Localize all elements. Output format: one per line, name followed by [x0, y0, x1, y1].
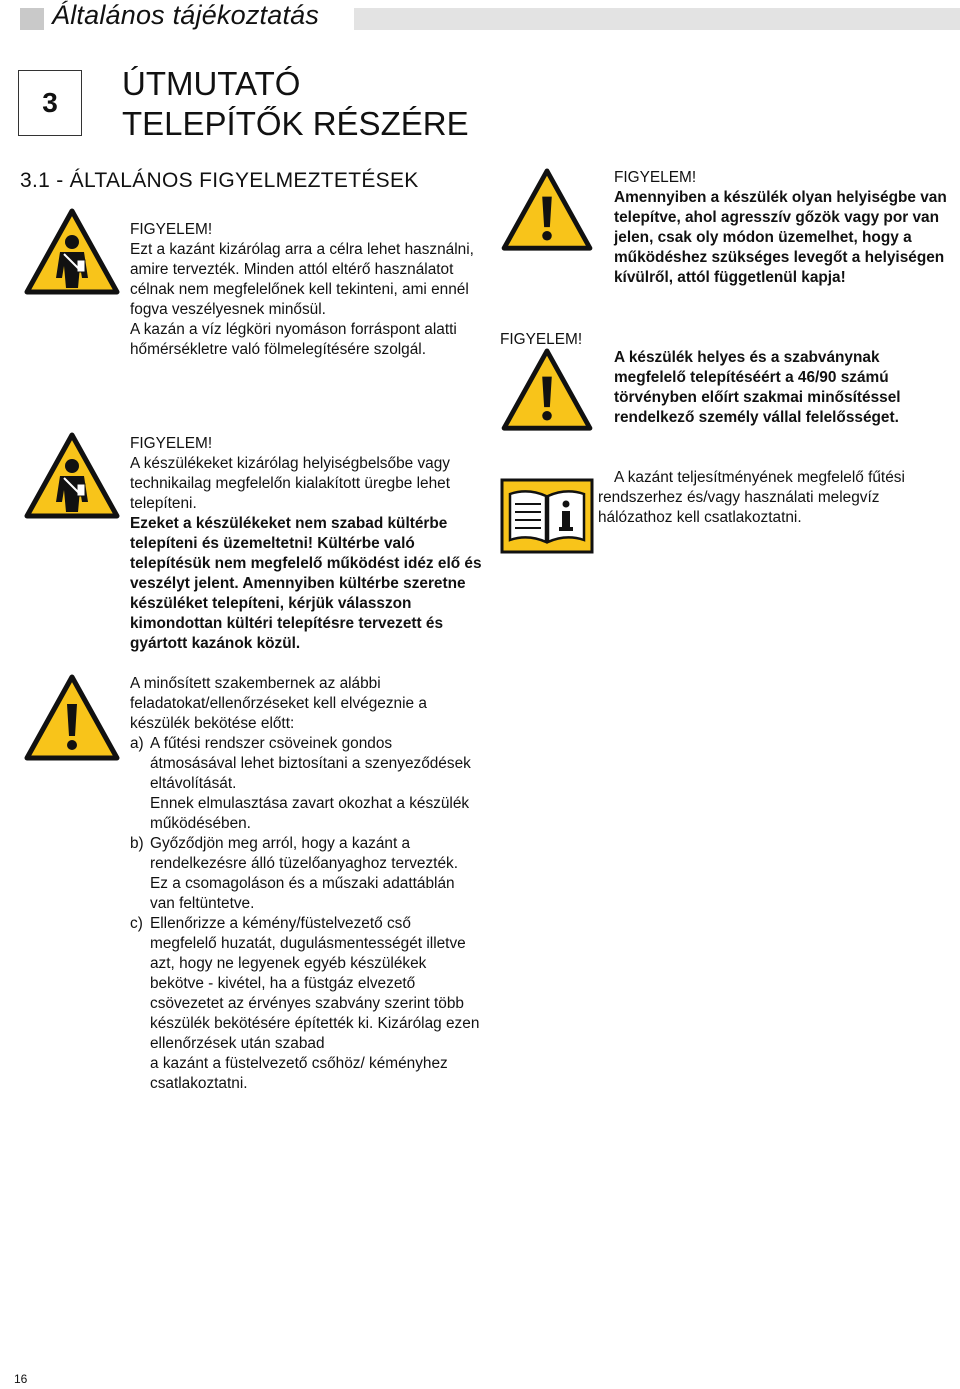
header-bar — [354, 8, 960, 30]
block2-text-1: A készülékeket kizárólag helyiségbelsőbe vagy technikailag megfelelőn kialakított üregbe lehet telepíteni. — [130, 455, 450, 512]
checklist-intro: A minősített szakembernek az alábbi feladatokat/ellenőrzéseket kell elvégeznie a készülék bekötése előtt: — [130, 675, 427, 732]
person-warning-icon — [24, 208, 120, 296]
list-item-text: Győződjön meg arról, hogy a kazánt a rendelkezésre álló tüzelőanyaghoz tervezték. Ez a csomagoláson és a műszaki adattáblán van feltüntetve. — [150, 835, 458, 912]
page-number: 16 — [14, 1372, 28, 1386]
warning-triangle-icon — [500, 168, 594, 252]
chapter-title-line1: ÚTMUTATÓ — [122, 65, 301, 102]
block2-heading: FIGYELEM! — [130, 435, 213, 452]
warning-block-2 — [130, 434, 490, 654]
header-title: Általános tájékoztatás — [52, 0, 320, 30]
block1-text-1: Ezt a kazánt kizárólag arra a célra lehet használni, amire tervezték. Minden attól eltérő használatot célnak nem megfelelőnek kell tekinteni, ami ennél fogva veszélyesnek minősül. — [130, 241, 474, 318]
warning-triangle-icon — [500, 348, 594, 432]
block4-text-1: Amennyiben a készülék olyan helyiségbe van telepítve, ahol agresszív gőzök vagy por van jelen, csak oly módon üzemelhet, hogy a működéshez szükséges levegőt a helyiségen kívülről, attól függetlenül kapja! — [614, 189, 947, 286]
warning-block-4 — [614, 168, 960, 288]
list-marker: a) — [130, 735, 144, 752]
responsibility-block — [614, 348, 954, 428]
list-item-extra: a kazánt a füstelvezető csőhöz/ kéményhez csatlakoztatni. — [150, 1055, 448, 1092]
chapter-number: 3 — [42, 87, 58, 118]
chapter-title-line2: TELEPÍTŐK RÉSZÉRE — [122, 105, 469, 142]
warning-block-1 — [130, 220, 490, 360]
block5-text-1: A készülék helyes és a szabványnak megfelelő telepítéséért a 46/90 számú törvényben előírt szakmai minősítéssel rendelkező személy vállal felelősséget. — [614, 349, 901, 426]
checklist-block — [130, 674, 480, 1094]
warning-triangle-icon — [24, 674, 120, 762]
list-item-text: Ellenőrizze a kémény/füstelvezető cső megfelelő huzatát, dugulásmentességét illetve azt, hogy ne legyenek egyéb készülékek bekötve - kivétel, ha a füstgáz elvezető csövezetet az érvényes szabvány szerint több készülék bekötésére építették ki. Kizárólag ezen ellenőrzések után szabad — [150, 915, 480, 1052]
list-item-extra: Ennek elmulasztása zavart okozhat a készülék működésében. — [150, 795, 470, 832]
section-title: 3.1 - ÁLTALÁNOS FIGYELMEZTETÉSEK — [20, 169, 419, 192]
chapter-number-box — [18, 70, 82, 136]
checklist-item-c — [130, 914, 480, 1094]
block4-heading: FIGYELEM! — [614, 169, 697, 186]
checklist-item-b — [130, 834, 480, 914]
list-item-text: A fűtési rendszer csöveinek gondos átmosásával lehet biztosítani a szenyeződések eltávolítását. — [150, 735, 471, 792]
block2-text-2: Ezeket a készülékeket nem szabad kültérbe telepíteni és üzemeltetni! Kültérbe való telepítésük nem megfelelő működést idéz elő és veszélyt jelent. Amennyiben kültérbe szeretne készüléket telepíteni, kérjük válasszon kimondottan kültéri telepítésre tervezett és gyártott kazánok közül. — [130, 515, 482, 652]
manual-info-icon — [500, 478, 594, 554]
block6-text-1: A kazánt teljesítményének megfelelő fűtési rendszerhez és/vagy használati melegvíz hálózathoz kell csatlakoztatni. — [598, 469, 905, 526]
list-marker: c) — [130, 915, 143, 932]
list-marker: b) — [130, 835, 144, 852]
checklist-item-a — [130, 734, 480, 834]
warning-icon-label: FIGYELEM! — [500, 331, 583, 348]
header-square — [20, 8, 44, 30]
block1-heading: FIGYELEM! — [130, 221, 213, 238]
connection-block — [598, 468, 948, 528]
chapter-title — [122, 64, 469, 144]
block1-text-2: A kazán a víz légköri nyomáson forráspont alatti hőmérsékletre való fölmelegítésére szolgál. — [130, 321, 457, 358]
person-warning-icon — [24, 432, 120, 520]
